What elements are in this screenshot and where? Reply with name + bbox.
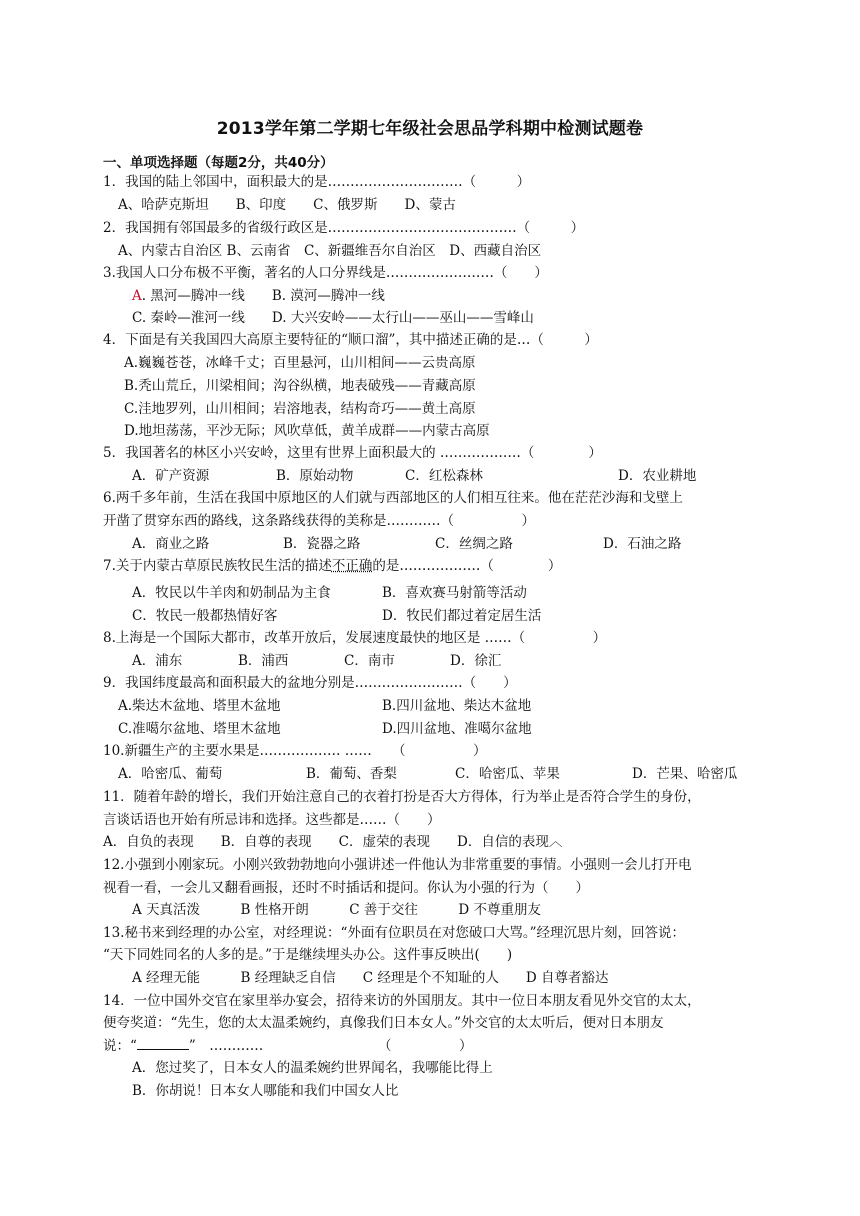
answer-blank <box>137 1037 189 1050</box>
question-13-cont: “天下同姓同名的人多的是。”于是继续埋头办公。这件事反映出( ) <box>103 947 513 963</box>
question-4-option-b: B.秃山荒丘，川梁相间；沟谷纵横，地表破残——青藏高原 <box>124 378 476 394</box>
question-12-cont: 视看一看，一会儿又翻看画报，还时不时插话和提问。你认为小强的行为（ ） <box>103 880 589 896</box>
question-9-option-b: B.四川盆地、柴达木盆地 <box>382 698 532 714</box>
question-7-option-c: C．牧民一般都热情好客 <box>132 608 278 624</box>
question-6-option-a: A．商业之路 <box>132 536 210 552</box>
question-7-option-a: A．牧民以牛羊肉和奶制品为主食 <box>132 585 331 601</box>
question-14-prompt-b: ” ………… （ ） <box>188 1038 473 1054</box>
question-12-options: A 天真活泼 B 性格开朗 C 善于交往 D 不尊重朋友 <box>132 902 541 918</box>
question-12: 12.小强到小刚家玩。小刚兴致勃勃地向小强讲述一件他认为非常重要的事情。小强则一会儿打开电 <box>103 857 692 873</box>
question-2: 2．我国拥有邻国最多的省级行政区是……………………………………（ ） <box>103 220 585 236</box>
question-6: 6.两千多年前，生活在我国中原地区的人们就与西部地区的人们相互往来。他在茫茫沙海和戈壁上 <box>103 490 683 506</box>
question-7-text-a: 7.关于内蒙古草原民族牧民生活的描述 <box>103 558 332 574</box>
page-title: 2013学年第二学期七年级社会思品学科期中检测试题卷 <box>216 119 644 139</box>
question-5-option-c: C．红松森林 <box>405 468 483 484</box>
question-14-prompt-a: 说：“ <box>103 1038 137 1054</box>
question-5-option-d: D．农业耕地 <box>618 468 697 484</box>
question-2-options: A、内蒙古自治区 B、云南省 C、新疆维吾尔自治区 D、西藏自治区 <box>118 243 542 259</box>
question-7-text-b: 的是………………（ ） <box>372 558 562 574</box>
question-14-prompt <box>103 1037 473 1055</box>
question-11-cont: 言谈话语也开始有所忌讳和选择。这些都是……（ ） <box>103 812 441 828</box>
question-7 <box>103 557 561 575</box>
question-8: 8.上海是一个国际大都市，改革开放后，发展速度最快的地区是 ……（ ） <box>103 630 607 646</box>
question-6-option-b: B．瓷器之路 <box>283 536 361 552</box>
question-10-option-b: B．葡萄、香梨 <box>306 766 397 782</box>
question-13: 13.秘书来到经理的办公室，对经理说：“外面有位职员在对您破口大骂。”经理沉思片刻，回答说： <box>103 925 686 941</box>
question-8-option-d: D．徐汇 <box>450 653 502 669</box>
question-6-cont: 开凿了贯穿东西的路线，这条路线获得的美称是…………（ ） <box>103 513 535 529</box>
question-10-option-c: C．哈密瓜、苹果 <box>455 766 560 782</box>
question-14: 14．一位中国外交官在家里举办宴会，招待来访的外国朋友。其中一位日本朋友看见外交官的太太， <box>103 993 701 1009</box>
question-4-option-c: C.洼地罗列，山川相间；岩溶地表，结构奇巧——黄土高原 <box>124 401 476 417</box>
question-6-option-d: D．石油之路 <box>603 536 682 552</box>
question-14-option-b: B．你胡说！日本女人哪能和我们中国女人比 <box>132 1083 399 1099</box>
question-4-option-a: A.巍巍苍苍，冰峰千丈；百里悬河，山川相间——云贵高原 <box>124 355 476 371</box>
question-9-option-a: A.柴达木盆地、塔里木盆地 <box>118 698 281 714</box>
question-5: 5．我国著名的林区小兴安岭，这里有世界上面积最大的 ………………（ ） <box>103 445 602 461</box>
question-8-option-c: C．南市 <box>344 653 395 669</box>
question-1-options: A、哈萨克斯坦 B、印度 C、俄罗斯 D、蒙古 <box>118 197 456 213</box>
question-9-option-c: C.准噶尔盆地、塔里木盆地 <box>118 721 281 737</box>
question-14-cont: 便夸奖道：“先生，您的太太温柔婉约，真像我们日本女人。”外交官的太太听后，便对日本朋友 <box>103 1015 664 1031</box>
question-4: 4．下面是有关我国四大高原主要特征的“顺口溜”，其中描述正确的是…（ ） <box>103 332 598 348</box>
question-5-option-b: B．原始动物 <box>276 468 354 484</box>
question-9-option-d: D.四川盆地、准噶尔盆地 <box>382 721 532 737</box>
question-9: 9．我国纬度最高和面积最大的盆地分别是……………………（ ） <box>103 675 517 691</box>
question-10-option-d: D．芒果、哈密瓜 <box>632 766 738 782</box>
question-5-option-a: A．矿产资源 <box>132 468 210 484</box>
question-8-option-a: A．浦东 <box>132 653 183 669</box>
question-7-option-d: D．牧民们都过着定居生活 <box>382 608 542 624</box>
question-11-options: A．自负的表现 B．自尊的表现 C．虚荣的表现 D．自信的表现︿ <box>103 834 563 850</box>
question-7-emphasis: 不正确 <box>331 558 373 574</box>
question-6-option-c: C．丝绸之路 <box>435 536 513 552</box>
question-10: 10.新疆生产的主要水果是……………… …… （ ） <box>103 743 487 759</box>
question-3-options-cd: C. 秦岭—淮河一线 D. 大兴安岭——太行山——巫山——雪峰山 <box>132 310 534 326</box>
question-3-options-ab-text: . 黑河—腾冲一线 B. 漠河—腾冲一线 <box>141 288 385 304</box>
question-3: 3.我国人口分布极不平衡，著名的人口分界线是……………………（ ） <box>103 265 548 281</box>
question-1: 1．我国的陆上邻国中，面积最大的是…………………………（ ） <box>103 174 531 190</box>
question-13-options: A 经理无能 B 经理缺乏自信 C 经理是个不知耻的人 D 自尊者豁达 <box>132 970 609 986</box>
question-7-option-b: B．喜欢赛马射箭等活动 <box>382 585 527 601</box>
question-8-option-b: B．浦西 <box>238 653 289 669</box>
question-4-option-d: D.地坦荡荡，平沙无际；风吹草低，黄羊成群——内蒙古高原 <box>124 423 490 439</box>
question-3-options-ab <box>132 287 385 305</box>
question-10-option-a: A．哈密瓜、葡萄 <box>118 766 223 782</box>
question-14-option-a: A．您过奖了，日本女人的温柔婉约世界闻名，我哪能比得上 <box>132 1060 493 1076</box>
question-11: 11．随着年龄的增长，我们开始注意自己的衣着打扮是否大方得体，行为举止是否符合学生的身份， <box>103 789 701 805</box>
section-heading: 一、单项选择题（每题2分，共40分） <box>103 155 334 171</box>
answer-mark: A <box>132 288 142 304</box>
